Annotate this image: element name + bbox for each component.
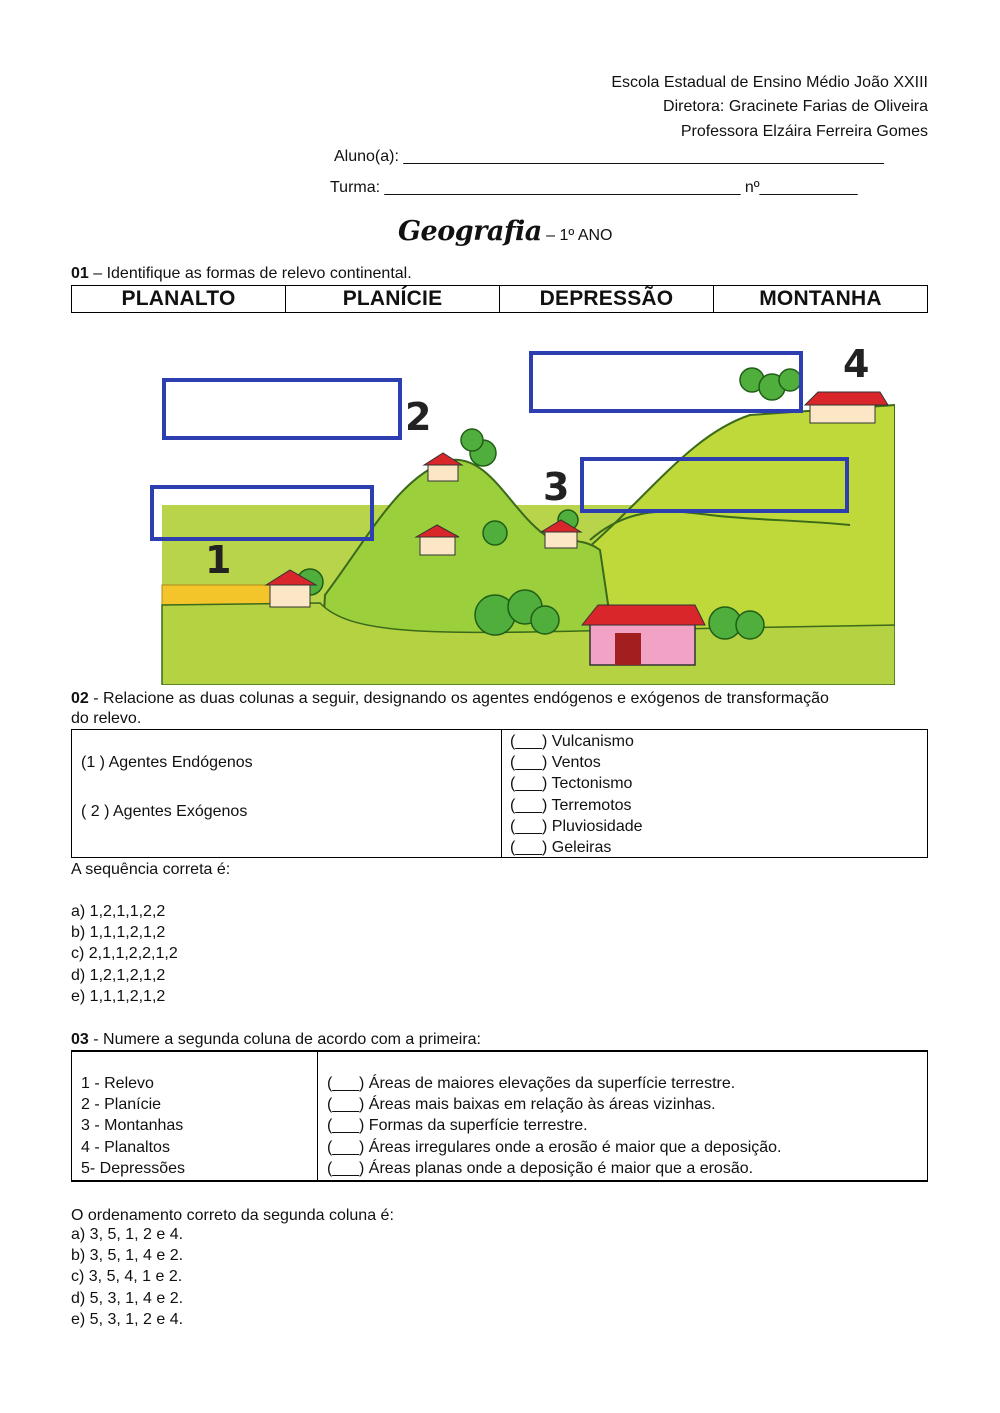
question-2-text: - Relacione as duas colunas a seguir, designando os agentes endógenos e exógenos de transformação xyxy=(88,690,829,707)
question-1-number: 01 xyxy=(71,265,89,282)
question-2-prompt-line2: do relevo. xyxy=(71,710,142,727)
question-3-right-column xyxy=(318,1052,927,1180)
relief-option-planicie[interactable]: PLANÍCIE xyxy=(285,286,499,312)
question-1-text: – Identifique as formas de relevo continental. xyxy=(88,265,412,282)
q2-option-c[interactable]: c) 2,1,1,2,2,1,2 xyxy=(71,945,178,963)
q3-term-planaltos: 4 - Planaltos xyxy=(81,1138,170,1156)
question-2-options xyxy=(71,901,178,1007)
subject-title: Geografia xyxy=(398,216,542,247)
q3-term-depressoes: 5- Depressões xyxy=(81,1159,186,1177)
q2-option-b[interactable]: b) 1,1,1,2,1,2 xyxy=(71,924,166,942)
agent-exogenous: ( 2 ) Agentes Exógenos xyxy=(81,803,248,820)
label-number-3: 3 xyxy=(543,465,570,509)
q3-option-a[interactable]: a) 3, 5, 1, 2 e 4. xyxy=(71,1226,184,1243)
q2-option-a[interactable]: a) 1,2,1,1,2,2 xyxy=(71,903,166,920)
student-name-field[interactable]: Aluno(a): ______________________________________________________ xyxy=(334,148,884,165)
q3-def-2[interactable]: (___) Áreas mais baixas em relação às áreas vizinhas. xyxy=(327,1096,716,1114)
school-name: Escola Estadual de Ensino Médio João XXIII xyxy=(611,74,928,91)
question-2-number: 02 xyxy=(71,690,89,707)
label-number-4: 4 xyxy=(843,342,870,386)
answer-box-2[interactable] xyxy=(164,380,400,438)
page-title xyxy=(398,216,612,247)
q3-option-b[interactable]: b) 3, 5, 1, 4 e 2. xyxy=(71,1247,184,1265)
q3-def-1[interactable]: (___) Áreas de maiores elevações da superfície terrestre. xyxy=(327,1075,736,1092)
question-3-left-column xyxy=(72,1052,318,1180)
relief-illustration xyxy=(150,335,895,685)
question-3-options xyxy=(71,1224,183,1330)
q2-item-pluviosidade[interactable]: (___) Pluviosidade xyxy=(510,817,643,835)
q3-option-d[interactable]: d) 5, 3, 1, 4 e 2. xyxy=(71,1289,184,1307)
question-2-right-column xyxy=(502,730,927,857)
question-2-sequence-prompt: A sequência correta é: xyxy=(71,861,231,878)
q3-def-5[interactable]: (___) Áreas planas onde a deposição é maior que a erosão. xyxy=(327,1159,754,1177)
question-2-table xyxy=(71,729,928,858)
label-number-2: 2 xyxy=(405,395,432,439)
q3-term-relevo: 1 - Relevo xyxy=(81,1075,154,1092)
question-2-prompt-line1 xyxy=(71,688,829,709)
q2-option-d[interactable]: d) 1,2,1,2,1,2 xyxy=(71,966,166,984)
q3-option-c[interactable]: c) 3, 5, 4, 1 e 2. xyxy=(71,1268,183,1286)
q2-item-terremotos[interactable]: (___) Terremotos xyxy=(510,796,632,814)
q3-def-3[interactable]: (___) Formas da superfície terrestre. xyxy=(327,1117,588,1135)
q2-option-e[interactable]: e) 1,1,1,2,1,2 xyxy=(71,987,166,1005)
q2-item-ventos[interactable]: (___) Ventos xyxy=(510,754,601,772)
question-3-text: - Numere a segunda coluna de acordo com a primeira: xyxy=(88,1031,481,1048)
teacher-name: Professora Elzáira Ferreira Gomes xyxy=(680,123,928,140)
relief-forms-table xyxy=(71,285,928,313)
q3-option-e[interactable]: e) 5, 3, 1, 2 e 4. xyxy=(71,1310,184,1328)
question-1-prompt xyxy=(71,263,412,284)
question-3-order-prompt: O ordenamento correto da segunda coluna é: xyxy=(71,1207,394,1224)
q2-item-tectonismo[interactable]: (___) Tectonismo xyxy=(510,775,633,793)
director-name: Diretora: Gracinete Farias de Oliveira xyxy=(663,98,928,115)
q2-item-vulcanismo[interactable]: (___) Vulcanismo xyxy=(510,733,634,750)
q3-term-planicie: 2 - Planície xyxy=(81,1096,162,1114)
question-3-number: 03 xyxy=(71,1031,89,1048)
question-3-table xyxy=(71,1050,928,1182)
q3-def-4[interactable]: (___) Áreas irregulares onde a erosão é maior que a deposição. xyxy=(327,1138,782,1156)
grade-label: – 1º ANO xyxy=(541,227,613,244)
label-number-1: 1 xyxy=(205,538,232,582)
q3-term-montanhas: 3 - Montanhas xyxy=(81,1117,184,1135)
relief-option-montanha[interactable]: MONTANHA xyxy=(713,286,927,312)
relief-option-planalto[interactable]: PLANALTO xyxy=(121,287,236,310)
q2-item-geleiras[interactable]: (___) Geleiras xyxy=(510,839,612,857)
agent-endogenous: (1 ) Agentes Endógenos xyxy=(81,754,253,771)
relief-option-depressao[interactable]: DEPRESSÃO xyxy=(499,286,713,312)
question-3-prompt xyxy=(71,1029,481,1050)
class-number-field[interactable]: Turma: ________________________________________ nº___________ xyxy=(330,179,858,196)
question-2-left-column xyxy=(72,730,502,857)
